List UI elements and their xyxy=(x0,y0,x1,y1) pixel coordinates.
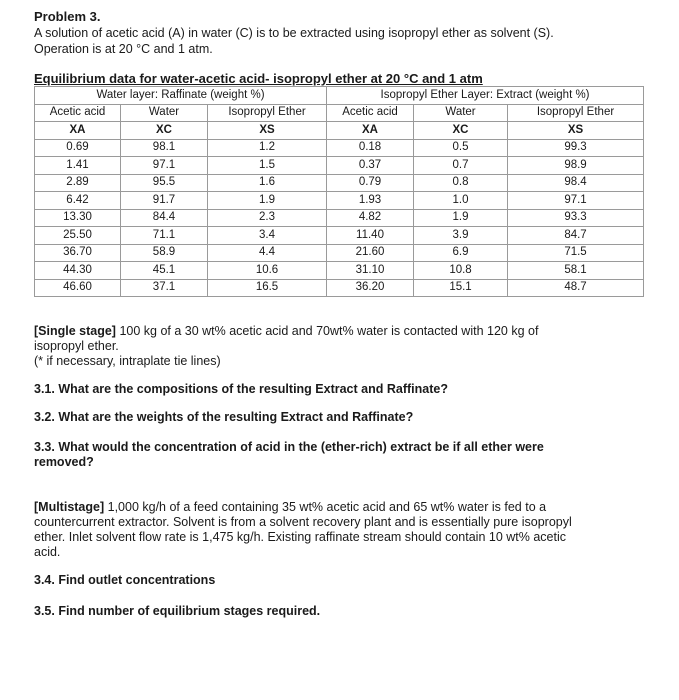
table-cell: 1.41 xyxy=(35,157,121,175)
table-cell: 0.79 xyxy=(327,174,414,192)
table-cell: 2.89 xyxy=(35,174,121,192)
column-header: Water xyxy=(121,104,208,122)
question-3-4: 3.4. Find outlet concentrations xyxy=(34,573,216,587)
table-cell: 1.0 xyxy=(414,192,508,210)
table-row xyxy=(35,174,644,192)
table-cell: 84.7 xyxy=(508,227,644,245)
table-cell: 71.5 xyxy=(508,244,644,262)
single-stage-text-1: 100 kg of a 30 wt% acetic acid and 70wt% water is contacted with 120 kg of xyxy=(115,324,539,338)
table-row xyxy=(35,262,644,280)
table-cell: 84.4 xyxy=(121,209,208,227)
table-row xyxy=(35,139,644,157)
table-cell: 93.3 xyxy=(508,209,644,227)
table-cell: 13.30 xyxy=(35,209,121,227)
table-row xyxy=(35,192,644,210)
question-3-5: 3.5. Find number of equilibrium stages required. xyxy=(34,604,321,618)
single-stage-text-line-2: isopropyl ether. xyxy=(34,339,119,353)
column-header: Isopropyl Ether xyxy=(508,104,644,122)
table-cell: 31.10 xyxy=(327,262,414,280)
table-cell: 16.5 xyxy=(208,279,327,297)
table-symbol-row xyxy=(35,122,644,140)
single-stage-note: (* if necessary, intraplate tie lines) xyxy=(34,354,221,368)
symbol-header: XC xyxy=(121,122,208,140)
table-cell: 98.9 xyxy=(508,157,644,175)
table-cell: 0.8 xyxy=(414,174,508,192)
table-cell: 71.1 xyxy=(121,227,208,245)
symbol-header: XA xyxy=(327,122,414,140)
table-cell: 0.18 xyxy=(327,139,414,157)
table-row xyxy=(35,244,644,262)
table-body xyxy=(35,139,644,297)
table-cell: 1.2 xyxy=(208,139,327,157)
table-group-header-row xyxy=(35,87,644,105)
column-header: Acetic acid xyxy=(35,104,121,122)
multistage-text-line-4: acid. xyxy=(34,545,61,559)
symbol-header: XS xyxy=(208,122,327,140)
table-cell: 98.1 xyxy=(121,139,208,157)
table-cell: 6.42 xyxy=(35,192,121,210)
table-cell: 15.1 xyxy=(414,279,508,297)
problem-intro-line-1: A solution of acetic acid (A) in water (C) is to be extracted using isopropyl ether as solvent (S). xyxy=(34,26,554,40)
multistage-tag: [Multistage] xyxy=(34,500,105,514)
table-cell: 0.37 xyxy=(327,157,414,175)
table-cell: 1.9 xyxy=(208,192,327,210)
question-3-2: 3.2. What are the weights of the resulting Extract and Raffinate? xyxy=(34,410,414,424)
table-cell: 21.60 xyxy=(327,244,414,262)
table-cell: 98.4 xyxy=(508,174,644,192)
table-cell: 10.6 xyxy=(208,262,327,280)
table-cell: 97.1 xyxy=(508,192,644,210)
raffinate-group-header: Water layer: Raffinate (weight %) xyxy=(35,87,327,105)
table-cell: 0.69 xyxy=(35,139,121,157)
question-3-3-line-2: removed? xyxy=(34,455,94,469)
table-cell: 6.9 xyxy=(414,244,508,262)
table-cell: 91.7 xyxy=(121,192,208,210)
table-cell: 46.60 xyxy=(35,279,121,297)
column-header: Acetic acid xyxy=(327,104,414,122)
table-cell: 10.8 xyxy=(414,262,508,280)
table-cell: 95.5 xyxy=(121,174,208,192)
multistage-text-1: 1,000 kg/h of a feed containing 35 wt% acetic acid and 65 wt% water is fed to a xyxy=(104,500,547,514)
table-cell: 97.1 xyxy=(121,157,208,175)
table-cell: 99.3 xyxy=(508,139,644,157)
table-cell: 3.9 xyxy=(414,227,508,245)
symbol-header: XS xyxy=(508,122,644,140)
table-cell: 36.70 xyxy=(35,244,121,262)
equilibrium-table xyxy=(34,86,644,297)
table-cell: 25.50 xyxy=(35,227,121,245)
table-cell: 1.6 xyxy=(208,174,327,192)
table-title: Equilibrium data for water-acetic acid- isopropyl ether at 20 °C and 1 atm xyxy=(34,71,483,86)
symbol-header: XA xyxy=(35,122,121,140)
table-cell: 48.7 xyxy=(508,279,644,297)
column-header: Isopropyl Ether xyxy=(208,104,327,122)
table-cell: 1.5 xyxy=(208,157,327,175)
problem-intro-line-2: Operation is at 20 °C and 1 atm. xyxy=(34,42,213,56)
table-row xyxy=(35,157,644,175)
single-stage-tag: [Single stage] xyxy=(34,324,116,338)
symbol-header: XC xyxy=(414,122,508,140)
table-cell: 37.1 xyxy=(121,279,208,297)
table-row xyxy=(35,209,644,227)
question-3-3-line-1: 3.3. What would the concentration of acid in the (ether-rich) extract be if all ether were xyxy=(34,440,544,454)
table-cell: 0.5 xyxy=(414,139,508,157)
column-header: Water xyxy=(414,104,508,122)
question-3-1: 3.1. What are the compositions of the resulting Extract and Raffinate? xyxy=(34,382,448,396)
table-cell: 36.20 xyxy=(327,279,414,297)
table-cell: 2.3 xyxy=(208,209,327,227)
table-cell: 4.82 xyxy=(327,209,414,227)
table-cell: 4.4 xyxy=(208,244,327,262)
table-cell: 3.4 xyxy=(208,227,327,245)
single-stage-text-line-1 xyxy=(34,324,679,339)
problem-title: Problem 3. xyxy=(34,9,101,24)
multistage-text-line-3: ether. Inlet solvent flow rate is 1,475 kg/h. Existing raffinate stream should contain 10 wt% acetic xyxy=(34,530,567,544)
table-cell: 1.9 xyxy=(414,209,508,227)
table-cell: 11.40 xyxy=(327,227,414,245)
table-row xyxy=(35,279,644,297)
table-cell: 45.1 xyxy=(121,262,208,280)
table-cell: 44.30 xyxy=(35,262,121,280)
extract-group-header: Isopropyl Ether Layer: Extract (weight %) xyxy=(327,87,644,105)
table-column-header-row xyxy=(35,104,644,122)
table-cell: 1.93 xyxy=(327,192,414,210)
multistage-text-line-1 xyxy=(34,500,679,515)
table-cell: 58.9 xyxy=(121,244,208,262)
multistage-text-line-2: countercurrent extractor. Solvent is from a solvent recovery plant and is essentially pure isopropyl xyxy=(34,515,572,529)
table-cell: 58.1 xyxy=(508,262,644,280)
table-row xyxy=(35,227,644,245)
table-cell: 0.7 xyxy=(414,157,508,175)
